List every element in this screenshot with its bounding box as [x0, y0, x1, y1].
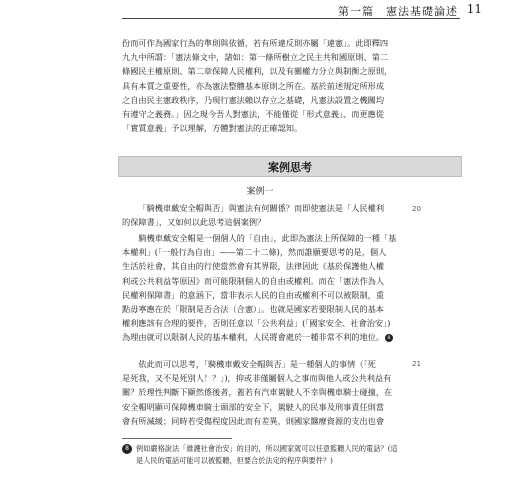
text-line: 「實質意義」予以理解，方體對憲法的正確認知。 — [122, 123, 303, 134]
text-line: 具有本質之重要性，亦為憲法整體基本原則之所在。基於前述規定所形成 — [122, 80, 385, 91]
text-line: 騎機車戴安全帽是一個個人的「自由」，此即為憲法上所保障的一種「基 — [138, 233, 397, 243]
text-line: 是死我，又不是死別人！？」)，抑或非僅屬個人之事而與他人或公共利益有 — [122, 373, 392, 384]
text-line: 關？於理性判斷下顯然係後者，蓋若有汽車駕駛人不幸與機車騎士碰撞，在 — [122, 387, 393, 398]
text-line: 之自由民主憲政秩序，乃現行憲法賴以存立之基礎，凡憲法設置之機關均 — [122, 94, 385, 105]
page-number: 11 — [466, 2, 482, 16]
text-line: 點毋寧應在於「限制是否合法（合憲）」。也就是國家若要限制人民的基本 — [122, 304, 384, 315]
text-line: 條國民主權原則、第二章保障人民權利，以及有關權力分立與制衡之原則， — [122, 66, 393, 77]
section-title: 案例思考 — [268, 161, 312, 174]
text-line: 民權利保障書」的意涵下，當非表示人民的自由或權利不可以被限制，重 — [122, 289, 385, 300]
text-line-content: 為理由就可以限制人民的基本權利，人民將會處於一種非常不利的地位。 — [122, 332, 385, 343]
case-question — [122, 201, 460, 229]
footnote-text: 例如嚴格說法「維護社會治安」的目的，所以國家就可以任意監聽人民的電話？(這 — [136, 444, 398, 453]
text-line: 「騎機車戴安全帽與否」與憲法有何關係？而即使憲法是「人民權利 — [138, 203, 385, 213]
section-heading-box — [118, 156, 462, 177]
text-line: 本權利」(「一般行為自由」——第二十二條)，然而誰願要思考的是，個人 — [122, 247, 387, 258]
margin-number-20: 20 — [412, 205, 421, 213]
intro-paragraph — [122, 36, 460, 135]
footnote-marker: 8 — [122, 444, 132, 454]
text-line: 九九中所謂：「憲法條文中，諸如：第一條所樹立之民主共和國原則、第二 — [122, 52, 389, 63]
case-title: 案例一 — [246, 187, 274, 197]
text-line: 會有所減緩；同時若受傷程度因此而有差異，則國家醫療資源的支出也會 — [122, 415, 385, 426]
text-line: 權利應該有合理的要件，否則任意以「公共利益」(「國家安全、社會治安」) — [122, 318, 391, 329]
text-line: 安全帽明顯可保障機車騎士頭部的安全下，駕駛人的民事及刑事責任則當 — [122, 401, 385, 412]
margin-number-21: 21 — [412, 360, 421, 368]
text-line: 依此而可以思考，「騎機車戴安全帽與否」是一種個人的事情（「死 — [138, 359, 376, 369]
text-line: 生活於社會，其自由的行使當然會有其界限，法律因此《基於保護他人權 — [122, 261, 385, 272]
footnote-line — [122, 443, 462, 455]
footnote — [122, 443, 462, 467]
case-analysis — [122, 357, 460, 428]
text-line: 的保障書」，又如何以此思考這個案例？ — [122, 217, 266, 228]
footnote-rule — [122, 438, 232, 439]
text-line: 份而可作為國家行為的準則與依循，若有所違反則亦屬「違憲」。此即釋四 — [122, 38, 389, 48]
footnote-reference[interactable]: 8 — [385, 334, 393, 342]
running-head: 第一篇 憲法基礎論述 — [338, 5, 458, 18]
text-line: 利或公共利益等原因》而可能限制個人的自由或權利。而在「憲法作為人 — [122, 275, 385, 286]
footnote-line: 是人民的電話可能可以被監聽，但要合於法定的程序與要件？) — [136, 456, 333, 465]
case-answer — [122, 231, 460, 345]
header-rule — [122, 18, 460, 19]
text-line — [122, 330, 460, 344]
text-line: 有遵守之義務。」因之現今吾人對憲法，不能僅從「形式意義」、而更應從 — [122, 109, 384, 120]
